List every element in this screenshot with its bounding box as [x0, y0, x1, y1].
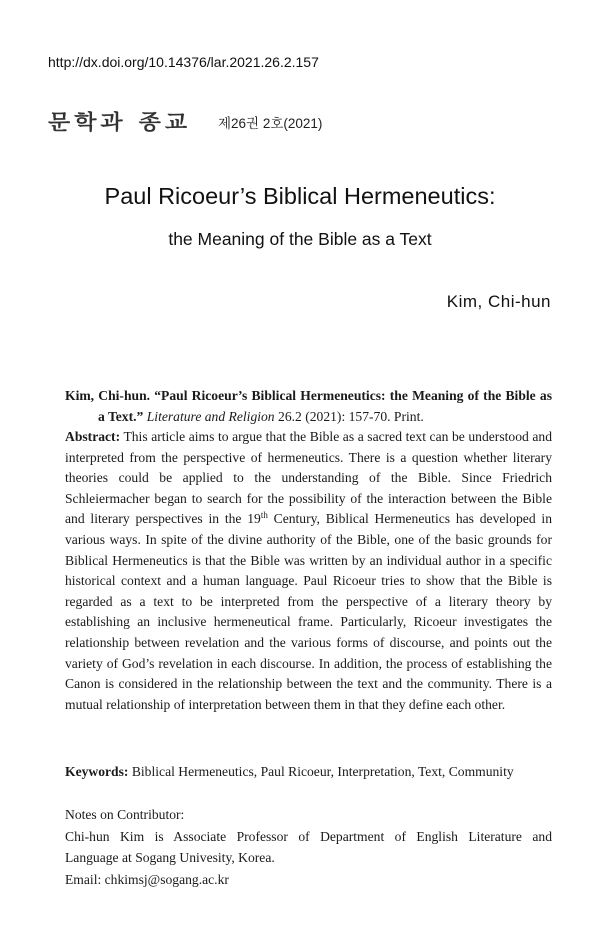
- contributor-line-1: Chi-hun Kim is Associate Professor of Department of English Literature and: [65, 828, 552, 844]
- citation-journal: Literature and Religion: [146, 408, 275, 424]
- abstract-label: Abstract:: [65, 429, 121, 444]
- keywords-label: Keywords:: [65, 764, 129, 779]
- contributor-email[interactable]: Email: chkimsj@sogang.ac.kr: [65, 871, 229, 887]
- article-subtitle: the Meaning of the Bible as a Text: [168, 229, 432, 249]
- abstract: [65, 427, 552, 715]
- journal-logo: 문학과 종교: [48, 110, 192, 135]
- doi-link[interactable]: http://dx.doi.org/10.14376/lar.2021.26.2.157: [48, 54, 319, 70]
- citation: [65, 386, 552, 427]
- contributor-notes: [65, 804, 552, 890]
- citation-authors-title: Kim, Chi-hun. “Paul Ricoeur’s Biblical Hermeneutics: the Meaning of the Bible as a Text.”: [65, 388, 552, 424]
- abstract-text-part2: Century, Biblical Hermeneutics has developed in various ways. In spite of the divine authority of the Bible, one of the basic grounds for Biblical Hermeneutics is that the Bible was written by an individual author in a specific historical context and a human language. Paul Ricoeur tries to show that the Bible is regarded as a text to be interpreted from the perspective of a literary theory by establishing an inclusive hermeneutical frame. Particularly, Ricoeur investigates the relationship between revelation and the various forms of discourse, and points out the variety of God’s revelation in each discourse. In addition, the process of establishing the Canon is considered in the relationship between the text and the community. There is a mutual relationship of interpretation between them in that they define each other.: [65, 511, 552, 712]
- keywords: [65, 762, 552, 782]
- contributor-line-2: Language at Sogang Univesity, Korea.: [65, 850, 275, 865]
- contributor-heading: Notes on Contributor:: [65, 807, 185, 822]
- keywords-text: Biblical Hermeneutics, Paul Ricoeur, Interpretation, Text, Community: [131, 764, 514, 779]
- abstract-text-part1: This article aims to argue that the Bible as a sacred text can be understood and interpreted from the perspective of hermeneutics. There is a question whether literary theories could be applied to the understanding of the Bible. Since Friedrich Schleiermacher began to search for the possibility of the interaction between the Bible and literary perspectives in the 19: [65, 429, 552, 527]
- article-author: Kim, Chi-hun: [446, 292, 551, 311]
- citation-details: 26.2 (2021): 157-70. Print.: [278, 408, 424, 424]
- journal-volume: 제26권 2호(2021): [218, 116, 323, 131]
- abstract-superscript: th: [260, 510, 268, 521]
- article-title: Paul Ricoeur’s Biblical Hermeneutics:: [104, 183, 496, 209]
